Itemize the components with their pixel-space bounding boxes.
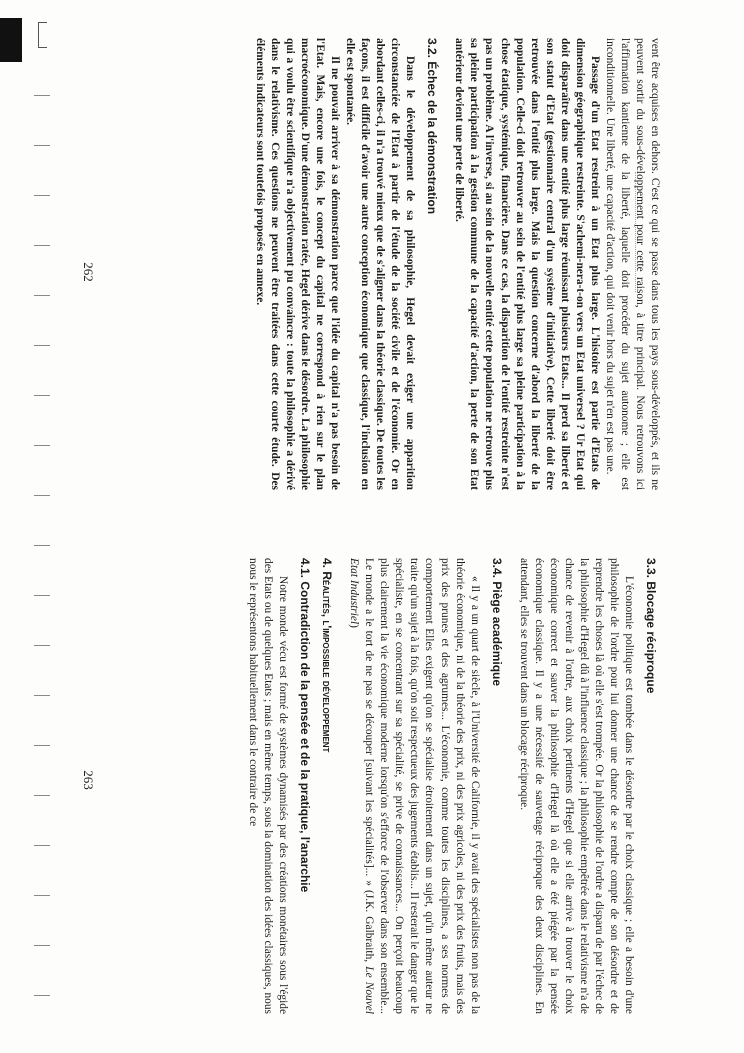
book-spread [72,32,672,1022]
section-heading-3-3: 3.3. Blocage réciproque [644,557,658,693]
quote-end: ) [348,623,361,628]
binder-tick [34,645,50,646]
binder-notch [38,22,47,48]
binder-margin [0,0,52,1053]
binder-tick [34,445,50,446]
section-heading-3-4: 3.4. Piège académique [489,557,504,686]
binder-tick [34,695,50,696]
binder-tick [34,245,50,246]
binder-tick [34,995,50,996]
left-page [72,32,672,512]
binder-tick [34,95,50,96]
binder-tab [0,18,22,62]
binder-tick [34,545,50,546]
binder-tick [34,845,50,846]
paragraph-bold: Dans le développement de sa philosophie, Hegel devait exiger une apparition circonstanciée de l'Etat à partir de l'étude de la société civile et de l'économie. Or en abordant celles-ci, il n'a trouvé mieux que de s'aligner dans la théorie classique. De toutes les façons, il est difficile d'avoir une autre conception économique que classique, l'inclusion en elle est spontanée. [344,37,417,490]
quote-text: « Il y a un quart de siècle, à l'Université de Californie, il y avait des spécialistes non pas de la théorie économique, ni de la théorie des prix, ni des prix agricoles, ni des prix des fruits, mais des prix des prunes et des agrumes... L'économie, comme toutes les disciplines, a ses normes de comportement Elles exigent qu'on se spécialise étroitement dans un sujet, qu'in même auteur ne traite qu'un sujet à la fois, qu'on soit respectueux des jugements établis... Il resterait le danger que le spécialiste, en se concentrant sur sa spécialité, se prive de connaissances... On perçoit beaucoup plus clairement la vie économique moderne lorsqu'on s'efforce de l'observer dans son ensemble... Le monde a le tort de ne pas se découper [suivant les spécialités]... » (J.K. Galbraith, [363,557,481,1014]
paragraph: Notre monde vécu est formé de systèmes dynamisés par des créations monétaires sous l'égide des Etats ou de quelques Etats ; mais en même temps, sous la domination des idées classiques, nous nous le représentons habituellement dans le contraire de ce [247,557,290,1014]
paragraph: vent être acquises en dehors. C'est ce qui se passe dans tous les pays sous-développés, et ils ne peuvent sortir du sous-développement pour cette raison, à titre principal. Nous retrouvons ici l'affirmation kantienne de la liberté, laquelle doit procéder du sujet autonome ; elle est inconditionnelle. Une liberté, une capacité d'action, qui doit venir hors du sujet n'en est pas une. [603,37,661,490]
paragraph-bold: Il ne pouvait arriver à sa démonstration parce que l'idée du capital n'a pas besoin de l'Etat. Mais, encore une fois, le concept du capital ne correspond à rien sur le plan macroéconomique. D'une démonstration ratée, Hegel dérive dans le désordre. La philosophie qui a voulu être scientifique n'a objectivement pu convaincre : toute la philosophie a dérivé dans le relativisme. Ces questions ne peuvent être traitées dans cette courte étude. Des éléments indicateurs sont toutefois proposés en annexe. [253,37,342,490]
page-number: 262 [81,261,96,282]
binder-tick [34,195,50,196]
page-number: 263 [81,769,96,790]
binder-tick [34,895,50,896]
paragraph: L'économie politique est tombée dans le désordre par le choix classique ; elle a besoin d'une philosophie de l'ordre pour lui donner une chance de se rendre compte de son désordre et de reprendre les choses là où elle s'est trompée. Or la philosophie de l'ordre a disparu de par l'échec de la philosophie d'Hegel dû à l'influence classique ; la philosophie empêtrée dans le relativisme n'a de chance de revenir à l'ordre, aux choix pertinents d'Hegel que si elle arrive à trouver le choix économique correct et sauver la philosophie d'Hegel là où elle a été piégée par la pensée économique classique. Il y a une nécessité de sauvetage réciproque des deux disciplines. En attendant, elles se trouvent dans un blocage réciproque. [517,557,635,1014]
section-heading-3-2: 3.2. Échec de la démonstration [425,37,440,214]
binder-tick [34,345,50,346]
binder-tick [34,395,50,396]
section-heading-4: 4. Réalités, l'impossible développement [320,557,335,752]
right-page [72,540,672,1020]
binder-tick [34,295,50,296]
quotation [346,558,481,1014]
binder-tick [34,795,50,796]
binder-tick [34,145,50,146]
quote-source: Le Nouvel Etat Industriel [348,557,376,1014]
binder-tick [34,745,50,746]
section-heading-4-1: 4.1. Contradiction de la pensée et de la pratique, l'anarchie [298,557,313,892]
binder-tick [34,595,50,596]
paragraph-bold: Passage d'un Etat restreint à un Etat plus large. L'histoire est partie d'Etats de dimension géographique restreinte. S'achemi-nera-t-on vers un Etat universel ? Ur Etat qui doit disparaître dans une entité plus large réunissant plusieurs Etats... Il perd sa liberté et son statut d'Etat (gestionnaire central d'un système d'initiative). Cette liberté doit être retrouvée dans l'entité plus large. Mais la question concerne d'abord la liberté de la population. Celle-ci doit retrouver au sein de l'entité plus large sa pleine participation à la chose étatique, systémique, financière. Dans ce cas, la disparition de l'entité restreinte n'est pas un problème. A l'inverse, si au sein de la nouvelle entité cette population ne retrouve plus sa pleine participation à la gestion commune de la capacité d'action, la perte de son Etat antérieur devient une perte de liberté. [453,37,601,490]
binder-tick [34,495,50,496]
binder-tick [34,945,50,946]
